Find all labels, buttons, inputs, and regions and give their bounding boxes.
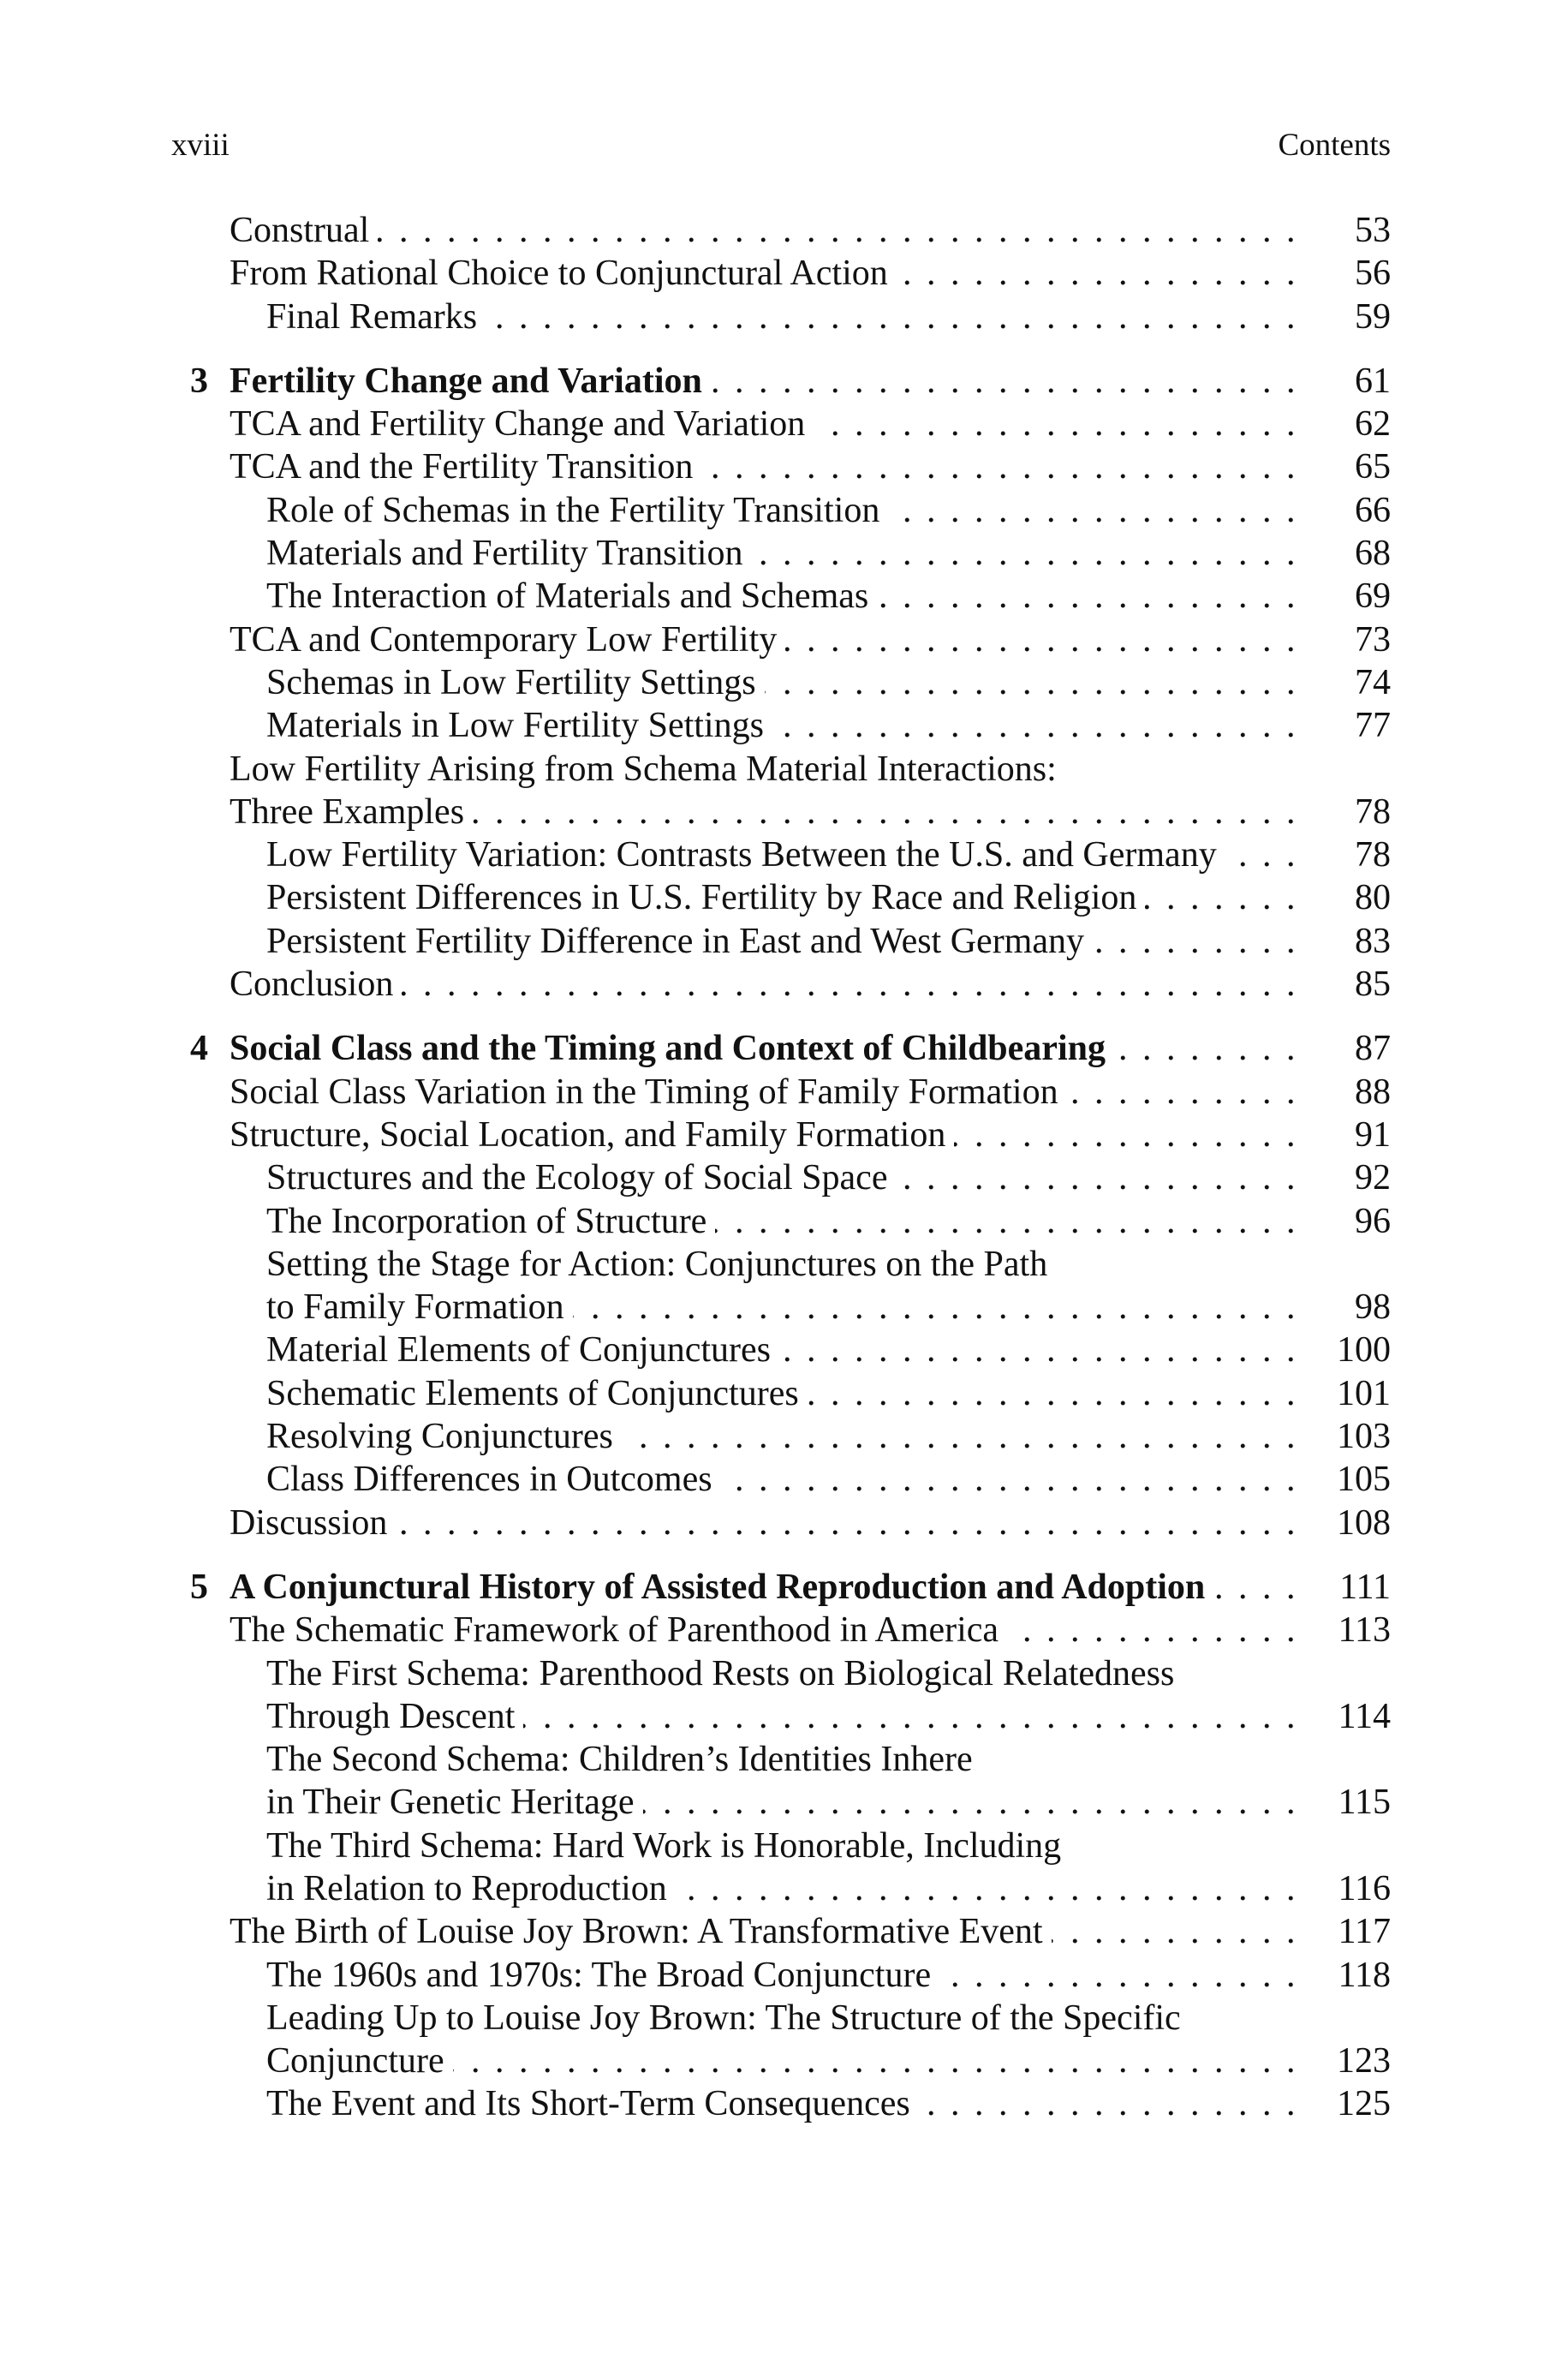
section-title: From Rational Choice to Conjunctural Action (230, 254, 897, 293)
table-of-contents (0, 209, 1568, 2126)
page-reference: 77 (1355, 706, 1391, 746)
section-title: in Relation to Reproduction (266, 1869, 676, 1908)
toc-entry (266, 1781, 1298, 1824)
page-reference: 98 (1355, 1287, 1391, 1328)
toc-entry (230, 403, 1298, 445)
chapter-number: 3 (190, 361, 208, 401)
toc-entry-row (0, 661, 1568, 704)
page-reference: 66 (1355, 490, 1391, 530)
chapter-title: Social Class and the Timing and Context of Childbearing (230, 1029, 1114, 1068)
toc-entry-row (0, 1372, 1568, 1415)
section-title: The Second Schema: Children’s Identities Inhere (266, 1740, 981, 1779)
toc-entry (266, 2040, 1298, 2082)
page-reference: 83 (1355, 921, 1391, 961)
page-reference: 103 (1337, 1417, 1391, 1457)
page-reference: 62 (1355, 404, 1391, 445)
toc-entry (266, 575, 1298, 618)
section-title: The Birth of Louise Joy Brown: A Transformative Event (230, 1912, 1052, 1951)
toc-entry-row (0, 403, 1568, 445)
toc-entry (230, 1609, 1298, 1651)
toc-entry (266, 920, 1298, 963)
page-reference: 116 (1338, 1868, 1391, 1908)
toc-entry-row (0, 1415, 1568, 1458)
toc-entry-row (0, 1652, 1568, 1695)
toc-entry (266, 1997, 1189, 2040)
toc-chapter-row (0, 1566, 1568, 1609)
toc-entry (266, 1738, 981, 1781)
toc-entry-row (0, 704, 1568, 747)
page-reference: 69 (1355, 576, 1391, 617)
page-reference: 92 (1355, 1158, 1391, 1198)
toc-entry-row (0, 833, 1568, 876)
section-title: Three Examples (230, 792, 473, 832)
toc-entry-row (0, 963, 1568, 1006)
section-title: Leading Up to Louise Joy Brown: The Structure of the Specific (266, 1998, 1189, 2038)
toc-entry (266, 1415, 1298, 1458)
toc-entry (230, 360, 1298, 403)
toc-entry-row (0, 791, 1568, 833)
page-reference: 118 (1338, 1955, 1391, 1995)
toc-entry-row (0, 2082, 1568, 2125)
section-title: The Third Schema: Hard Work is Honorable, Including (266, 1826, 1070, 1866)
section-title: The Event and Its Short-Term Consequences (266, 2084, 919, 2123)
toc-entry-row (0, 1997, 1568, 2040)
toc-entry-row (0, 1200, 1568, 1243)
section-title: Conjuncture (266, 2041, 453, 2081)
page-reference: 113 (1338, 1610, 1391, 1651)
page-reference: 88 (1355, 1072, 1391, 1112)
toc-entry (230, 618, 1298, 661)
section-title: Materials and Fertility Transition (266, 534, 751, 573)
section-title: Low Fertility Arising from Schema Material Interactions: (230, 750, 1065, 789)
toc-entry (230, 791, 1298, 833)
toc-entry (230, 1114, 1298, 1156)
chapter-number: 4 (190, 1029, 208, 1069)
section-title: Persistent Differences in U.S. Fertility by Race and Religion (266, 878, 1145, 917)
section-title: The Incorporation of Structure (266, 1202, 715, 1241)
toc-entry-row (0, 1781, 1568, 1824)
toc-entry (266, 661, 1298, 704)
toc-entry-row (0, 1458, 1568, 1501)
toc-entry-row (0, 296, 1568, 338)
toc-chapter-row (0, 360, 1568, 403)
page-reference: 61 (1355, 361, 1391, 401)
toc-entry (266, 1825, 1070, 1867)
toc-entry-row (0, 1954, 1568, 1997)
toc-entry (230, 748, 1065, 791)
section-title: The Interaction of Materials and Schemas (266, 576, 877, 616)
toc-entry-row (0, 1243, 1568, 1286)
section-title: Resolving Conjunctures (266, 1417, 622, 1456)
toc-entry-row (0, 2040, 1568, 2082)
toc-entry-row (0, 748, 1568, 791)
chapter-number: 5 (190, 1567, 208, 1607)
toc-entry-row (0, 1071, 1568, 1114)
page-reference: 78 (1355, 835, 1391, 875)
running-head (171, 127, 1391, 164)
toc-entry-row (0, 1156, 1568, 1199)
toc-entry-row (0, 1286, 1568, 1329)
section-title: The 1960s and 1970s: The Broad Conjuncture (266, 1956, 939, 1995)
page-reference: 111 (1339, 1567, 1391, 1607)
section-title: Conclusion (230, 965, 402, 1004)
page-reference: 96 (1355, 1201, 1391, 1241)
toc-entry-row (0, 920, 1568, 963)
page-reference: 65 (1355, 447, 1391, 487)
toc-entry (266, 2082, 1298, 2125)
toc-entry (230, 209, 1298, 252)
section-title: TCA and the Fertility Transition (230, 447, 701, 487)
page-number: xviii (171, 128, 230, 163)
page-reference: 87 (1355, 1029, 1391, 1069)
section-title: Through Descent (266, 1697, 523, 1736)
page-reference: 56 (1355, 254, 1391, 294)
toc-entry (266, 1954, 1298, 1997)
page-reference: 108 (1337, 1502, 1391, 1543)
toc-entry (266, 1867, 1298, 1910)
page-reference: 74 (1355, 662, 1391, 702)
toc-entry (230, 1502, 1298, 1544)
toc-entry (266, 1372, 1298, 1415)
toc-entry-row (0, 575, 1568, 618)
page-reference: 105 (1337, 1460, 1391, 1500)
toc-chapter-row (0, 1027, 1568, 1070)
section-title: The First Schema: Parenthood Rests on Biological Relatedness (266, 1654, 1183, 1693)
toc-entry-row (0, 489, 1568, 532)
section-title: Material Elements of Conjunctures (266, 1330, 779, 1370)
page-reference: 114 (1338, 1696, 1391, 1736)
chapter-title: A Conjunctural History of Assisted Reproduction and Adoption (230, 1568, 1213, 1607)
section-title: Discussion (230, 1503, 396, 1543)
toc-entry (230, 1027, 1298, 1070)
section-title: Structure, Social Location, and Family Formation (230, 1115, 954, 1155)
toc-entry (266, 833, 1298, 876)
toc-entry-row (0, 1502, 1568, 1544)
toc-entry-row (0, 1825, 1568, 1867)
toc-entry-row (0, 252, 1568, 295)
section-title: TCA and Fertility Change and Variation (230, 404, 814, 444)
page-reference: 100 (1337, 1330, 1391, 1371)
toc-entry (266, 1200, 1298, 1243)
section-title: TCA and Contemporary Low Fertility (230, 620, 785, 660)
toc-entry (266, 1329, 1298, 1371)
section-title: The Schematic Framework of Parenthood in America (230, 1610, 1007, 1650)
section-title: Structures and the Ecology of Social Space (266, 1158, 896, 1197)
toc-entry-row (0, 1738, 1568, 1781)
page-reference: 59 (1355, 296, 1391, 337)
section-title: Schematic Elements of Conjunctures (266, 1374, 808, 1413)
toc-entry (230, 1910, 1298, 1953)
page-reference: 68 (1355, 534, 1391, 574)
section-title: Contents (1278, 128, 1391, 163)
toc-entry (266, 1652, 1183, 1695)
page-reference: 101 (1337, 1373, 1391, 1413)
chapter-title: Fertility Change and Variation (230, 361, 711, 401)
toc-entry-row (0, 209, 1568, 252)
section-title: to Family Formation (266, 1287, 573, 1327)
page-reference: 53 (1355, 211, 1391, 250)
toc-entry (266, 296, 1298, 338)
page-reference: 85 (1355, 965, 1391, 1005)
toc-entry-row (0, 1695, 1568, 1738)
section-title: Schemas in Low Fertility Settings (266, 663, 765, 702)
section-title: Setting the Stage for Action: Conjunctures on the Path (266, 1245, 1056, 1284)
section-title: Construal (230, 211, 378, 250)
page-reference: 91 (1355, 1114, 1391, 1155)
section-title: Persistent Fertility Difference in East and West Germany (266, 922, 1093, 961)
section-title: Final Remarks (266, 297, 486, 337)
section-title: Low Fertility Variation: Contrasts Between the U.S. and Germany (266, 835, 1225, 875)
toc-entry (266, 704, 1298, 747)
toc-entry-row (0, 618, 1568, 661)
toc-entry (230, 1566, 1298, 1609)
section-title: Materials in Low Fertility Settings (266, 706, 772, 745)
toc-entry (266, 1458, 1298, 1501)
page-reference: 80 (1355, 878, 1391, 918)
page-reference: 115 (1338, 1783, 1391, 1823)
toc-entry (266, 1286, 1298, 1329)
toc-entry-row (0, 1910, 1568, 1953)
section-title: Social Class Variation in the Timing of Family Formation (230, 1072, 1067, 1112)
toc-entry-row (0, 532, 1568, 575)
toc-entry (266, 876, 1298, 919)
toc-entry-row (0, 1867, 1568, 1910)
toc-entry (266, 1156, 1298, 1199)
toc-entry-row (0, 1114, 1568, 1156)
toc-entry-row (0, 1609, 1568, 1651)
toc-entry-row (0, 445, 1568, 488)
toc-entry (230, 963, 1298, 1006)
toc-entry (266, 489, 1298, 532)
section-title: Class Differences in Outcomes (266, 1460, 721, 1499)
toc-entry (230, 1071, 1298, 1114)
toc-entry (230, 252, 1298, 295)
section-title: in Their Genetic Heritage (266, 1783, 643, 1822)
page-reference: 73 (1355, 619, 1391, 660)
page-reference: 123 (1337, 2041, 1391, 2081)
toc-entry (266, 1243, 1056, 1286)
toc-entry-row (0, 1329, 1568, 1371)
section-title: Role of Schemas in the Fertility Transition (266, 491, 888, 530)
page-reference: 125 (1337, 2084, 1391, 2124)
toc-entry (266, 532, 1298, 575)
toc-entry-row (0, 876, 1568, 919)
toc-entry (266, 1695, 1298, 1738)
page-reference: 117 (1338, 1912, 1391, 1952)
toc-entry (230, 445, 1298, 488)
page-reference: 78 (1355, 791, 1391, 832)
